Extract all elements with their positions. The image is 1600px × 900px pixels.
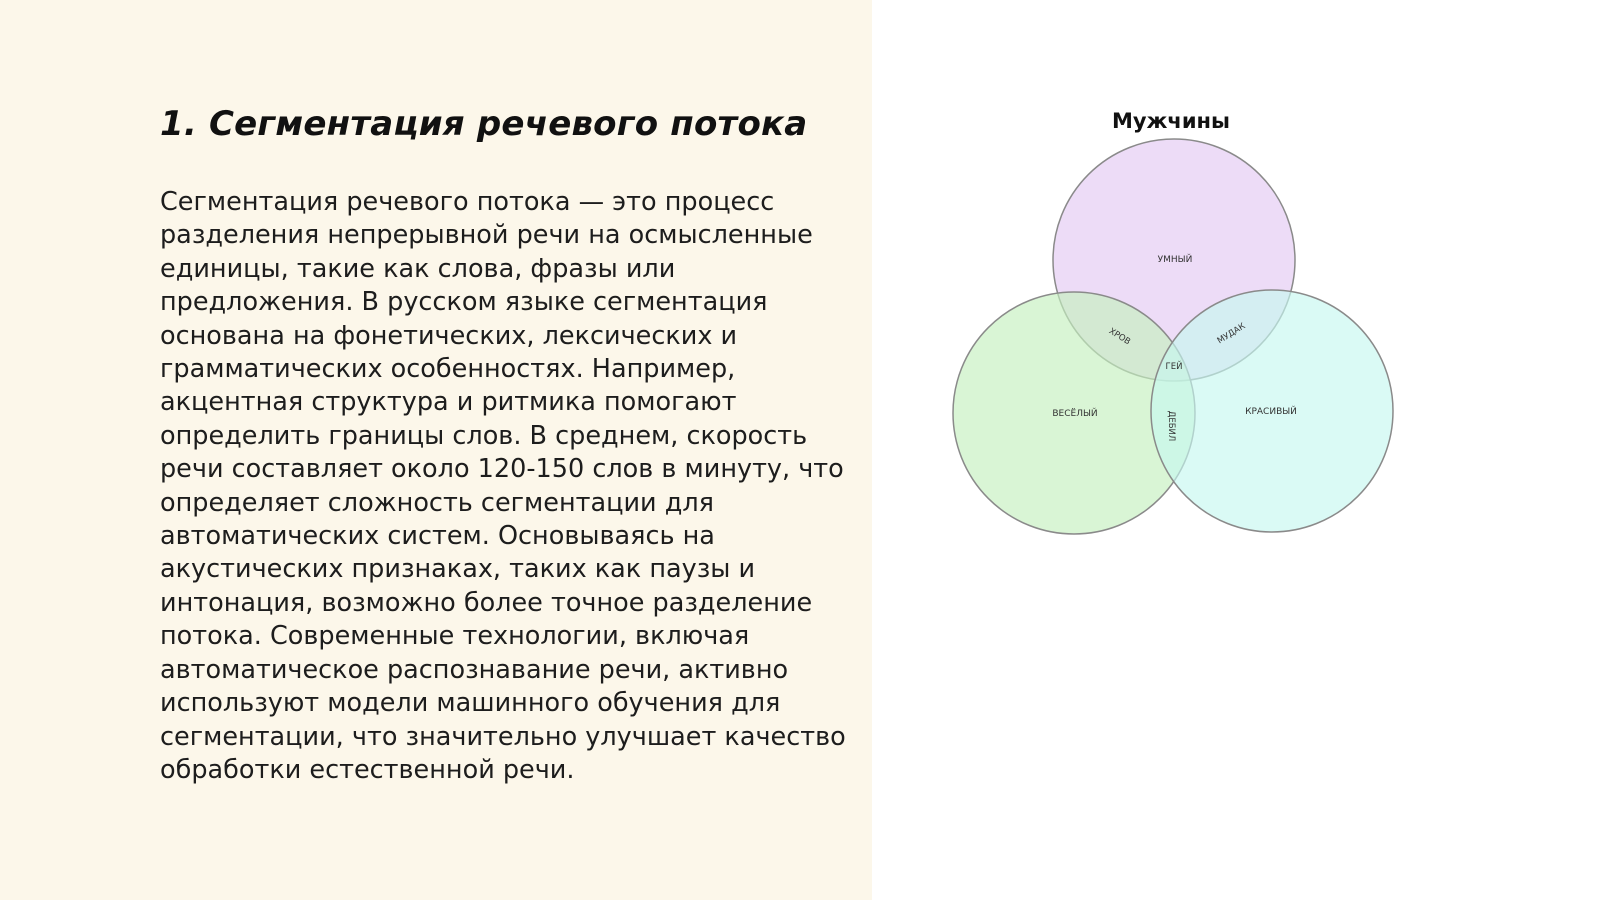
label-handsome: КРАСИВЫЙ [1245, 407, 1297, 417]
label-smart-handsome: МУДАК [1215, 321, 1248, 347]
label-smart: УМНЫЙ [1157, 255, 1193, 265]
label-cheerful-handsome: ДЕБИЛ [1166, 410, 1176, 442]
venn-diagram [940, 100, 1400, 550]
label-cheerful: ВЕСЁЛЫЙ [1052, 409, 1098, 419]
venn-title: Мужчины [1111, 109, 1231, 133]
slide-title: 1. Сегментация речевого потока [160, 104, 808, 144]
label-smart-cheerful: ХРОВ [1106, 326, 1133, 348]
label-all-three: ГЕЙ [1165, 362, 1183, 372]
slide-body-text: Сегментация речевого потока — это процесс разделения непрерывной речи на осмысленные единицы, такие как слова, фразы или предложения. В русском языке сегментация основана на фонетических, лексических и грамматических особенностях. Например, акцентная структура и ритмика помогают определить границы слов. В среднем, скорость речи составляет около 120-150 слов в минуту, что определяет сложность сегментации для автоматических систем. Основываясь на акустических признаках, таких как паузы и интонация, возможно более точное разделение потока. Современные технологии, включая автоматическое распознавание речи, активно используют модели машинного обучения для сегментации, что значительно улучшает качество обработки естественной речи. [160, 187, 846, 785]
